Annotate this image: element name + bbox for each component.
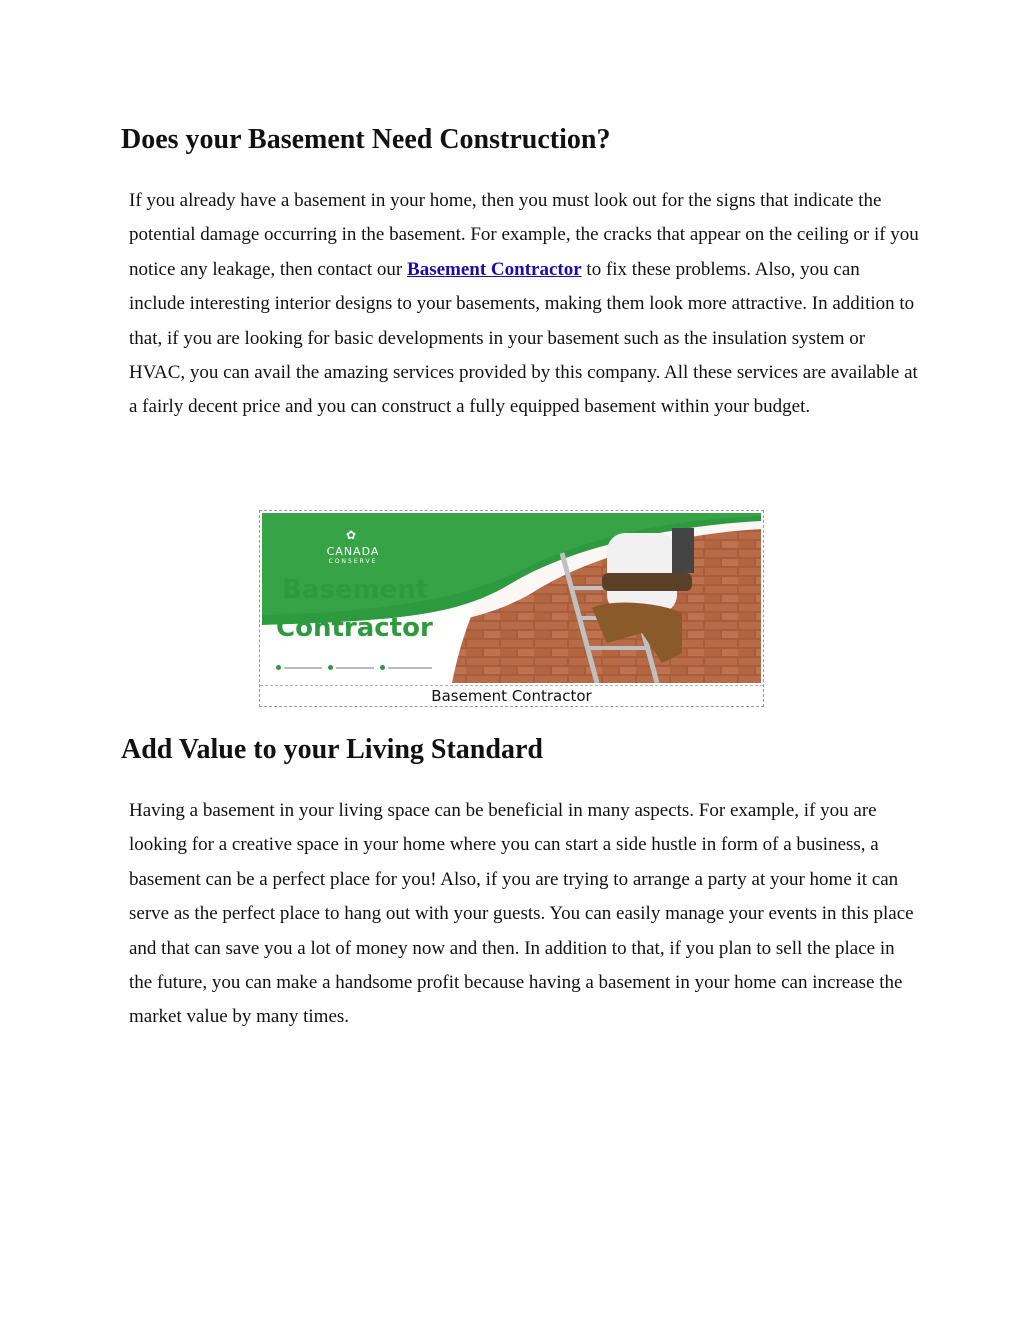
banner-image bbox=[262, 513, 761, 683]
logo-text: CANADA bbox=[326, 545, 380, 558]
section-heading-basement-construction: Does your Basement Need Construction? bbox=[121, 124, 611, 155]
paragraph-living-standard: Having a basement in your living space can be beneficial in many aspects. For example, if you are looking for a creative space in your home where you can start a side hustle in form of a business, a basement can be a perfect place for you! Also, if you are trying to arrange a party at your home it can serve as the perfect place to hang out with your guests. You can easily manage your events in this place and that can save you a lot of money now and then. In addition to that, if you plan to sell the place in the future, you can make a handsome profit because having a basement in your home can increase the market value by many times. bbox=[129, 800, 914, 1028]
paragraph-text: If you already have a basement in your home, then you must look out for the signs that indicate the potential damage occurring in the basement. For example, the cracks that appear on the ceiling or if you notice any leakage, then contact our bbox=[129, 190, 919, 280]
banner-title-line2: Contractor bbox=[276, 613, 433, 643]
web-icon bbox=[328, 665, 333, 670]
contact-text-bar bbox=[284, 667, 322, 669]
basement-contractor-link[interactable]: Basement Contractor bbox=[407, 258, 582, 280]
contact-strip bbox=[276, 665, 476, 671]
figure-caption: Basement Contractor bbox=[260, 685, 763, 706]
email-icon bbox=[380, 665, 385, 670]
section-heading-living-standard: Add Value to your Living Standard bbox=[121, 734, 543, 765]
banner-title-line1: Basement bbox=[282, 575, 429, 605]
paragraph-basement-construction bbox=[129, 184, 919, 425]
paragraph-text-continued: to fix these problems. Also, you can include interesting interior designs to your basements, making them look more attractive. In addition to that, if you are looking for basic developments in your basement such as the insulation system or HVAC, you can avail the amazing services provided by this company. All these services are available at a fairly decent price and you can construct a fully equipped basement within your budget. bbox=[129, 258, 918, 418]
contact-text-bar bbox=[336, 667, 374, 669]
leaf-icon: ✿ bbox=[346, 528, 357, 542]
logo-subtext: CONSERVE bbox=[328, 558, 378, 565]
figure-basement-contractor bbox=[259, 510, 764, 707]
contact-text-bar bbox=[388, 667, 432, 669]
phone-icon bbox=[276, 665, 281, 670]
